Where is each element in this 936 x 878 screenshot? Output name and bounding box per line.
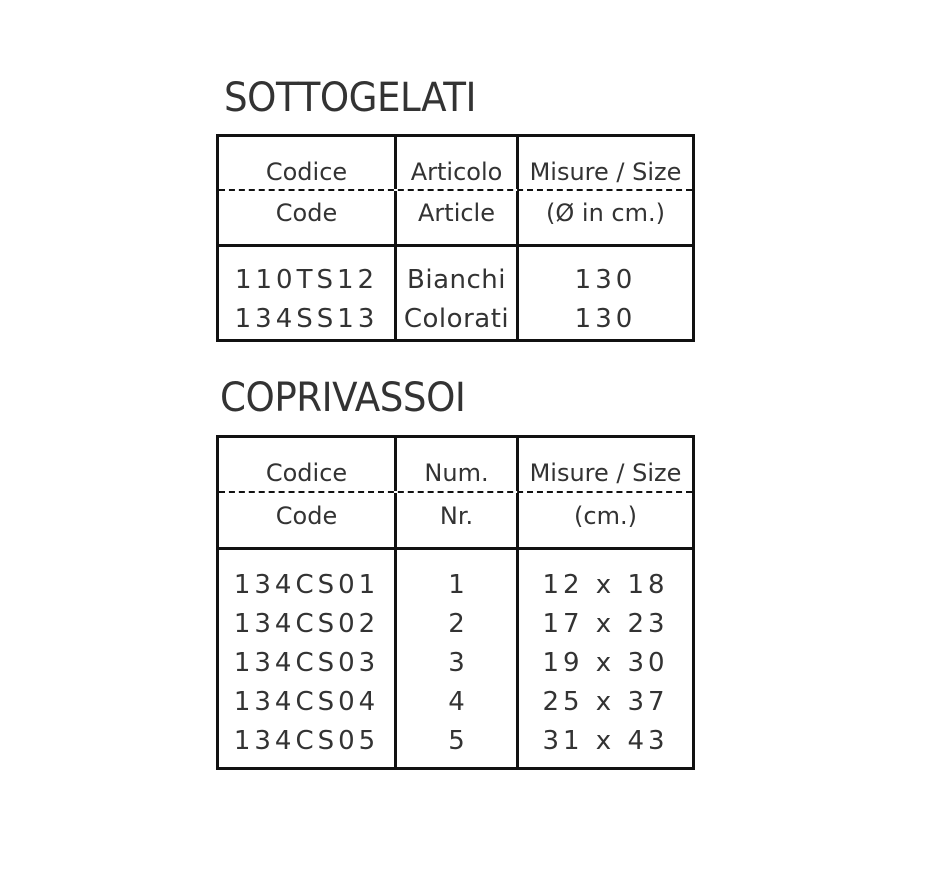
size-column: [519, 247, 692, 339]
table-cell-code: 134SS13: [234, 304, 379, 334]
table-cell-code: 134CS02: [233, 609, 380, 639]
table-cell-code: 134CS01: [233, 570, 380, 600]
number-column: [397, 550, 519, 767]
header-article-it: Articolo: [397, 137, 519, 189]
section-title-coprivassoi: COPRIVASSOI: [220, 375, 466, 421]
article-column: [397, 247, 519, 339]
table-cell-number: 1: [448, 570, 465, 600]
header-code-en: Code: [219, 493, 397, 548]
table-cell-number: 3: [448, 648, 465, 678]
header-size-en: (Ø in cm.): [546, 199, 665, 228]
table-cell-code: 134CS04: [233, 687, 380, 717]
table-cell-size: 31 x 43: [542, 726, 669, 756]
section-title-sottogelati: SOTTOGELATI: [224, 75, 477, 121]
table-cell-code: 134CS05: [233, 726, 380, 756]
table-cell-article: Colorati: [403, 304, 510, 334]
code-column: [219, 247, 397, 339]
header-code-it: Codice: [219, 137, 397, 189]
code-column: [219, 550, 397, 767]
header-size-it: Misure / Size: [529, 459, 682, 488]
header-size-en: (cm.): [574, 501, 637, 530]
table-cell-number: 4: [448, 687, 465, 717]
coprivassoi-table: [216, 435, 695, 770]
header-code-it: Codice: [219, 438, 397, 491]
table-cell-number: 2: [448, 609, 465, 639]
table-header: [219, 137, 692, 247]
header-size-it: Misure / Size: [529, 157, 682, 186]
table-cell-size: 17 x 23: [542, 609, 669, 639]
table-cell-size: 130: [574, 304, 637, 334]
header-article-en: Article: [397, 191, 519, 245]
table-cell-article: Bianchi: [407, 265, 506, 295]
table-cell-code: 110TS12: [234, 265, 379, 295]
size-column: [519, 550, 692, 767]
header-number-it: Num.: [397, 438, 519, 491]
table-cell-size: 12 x 18: [542, 570, 669, 600]
header-number-en: Nr.: [397, 493, 519, 548]
table-header: [219, 438, 692, 550]
table-cell-size: 130: [574, 265, 637, 295]
table-cell-size: 19 x 30: [542, 648, 669, 678]
header-code-en: Code: [219, 191, 397, 245]
table-cell-code: 134CS03: [233, 648, 380, 678]
table-cell-size: 25 x 37: [542, 687, 669, 717]
table-body: [219, 247, 692, 339]
table-cell-number: 5: [448, 726, 465, 756]
sottogelati-table: [216, 134, 695, 342]
table-body: [219, 550, 692, 767]
